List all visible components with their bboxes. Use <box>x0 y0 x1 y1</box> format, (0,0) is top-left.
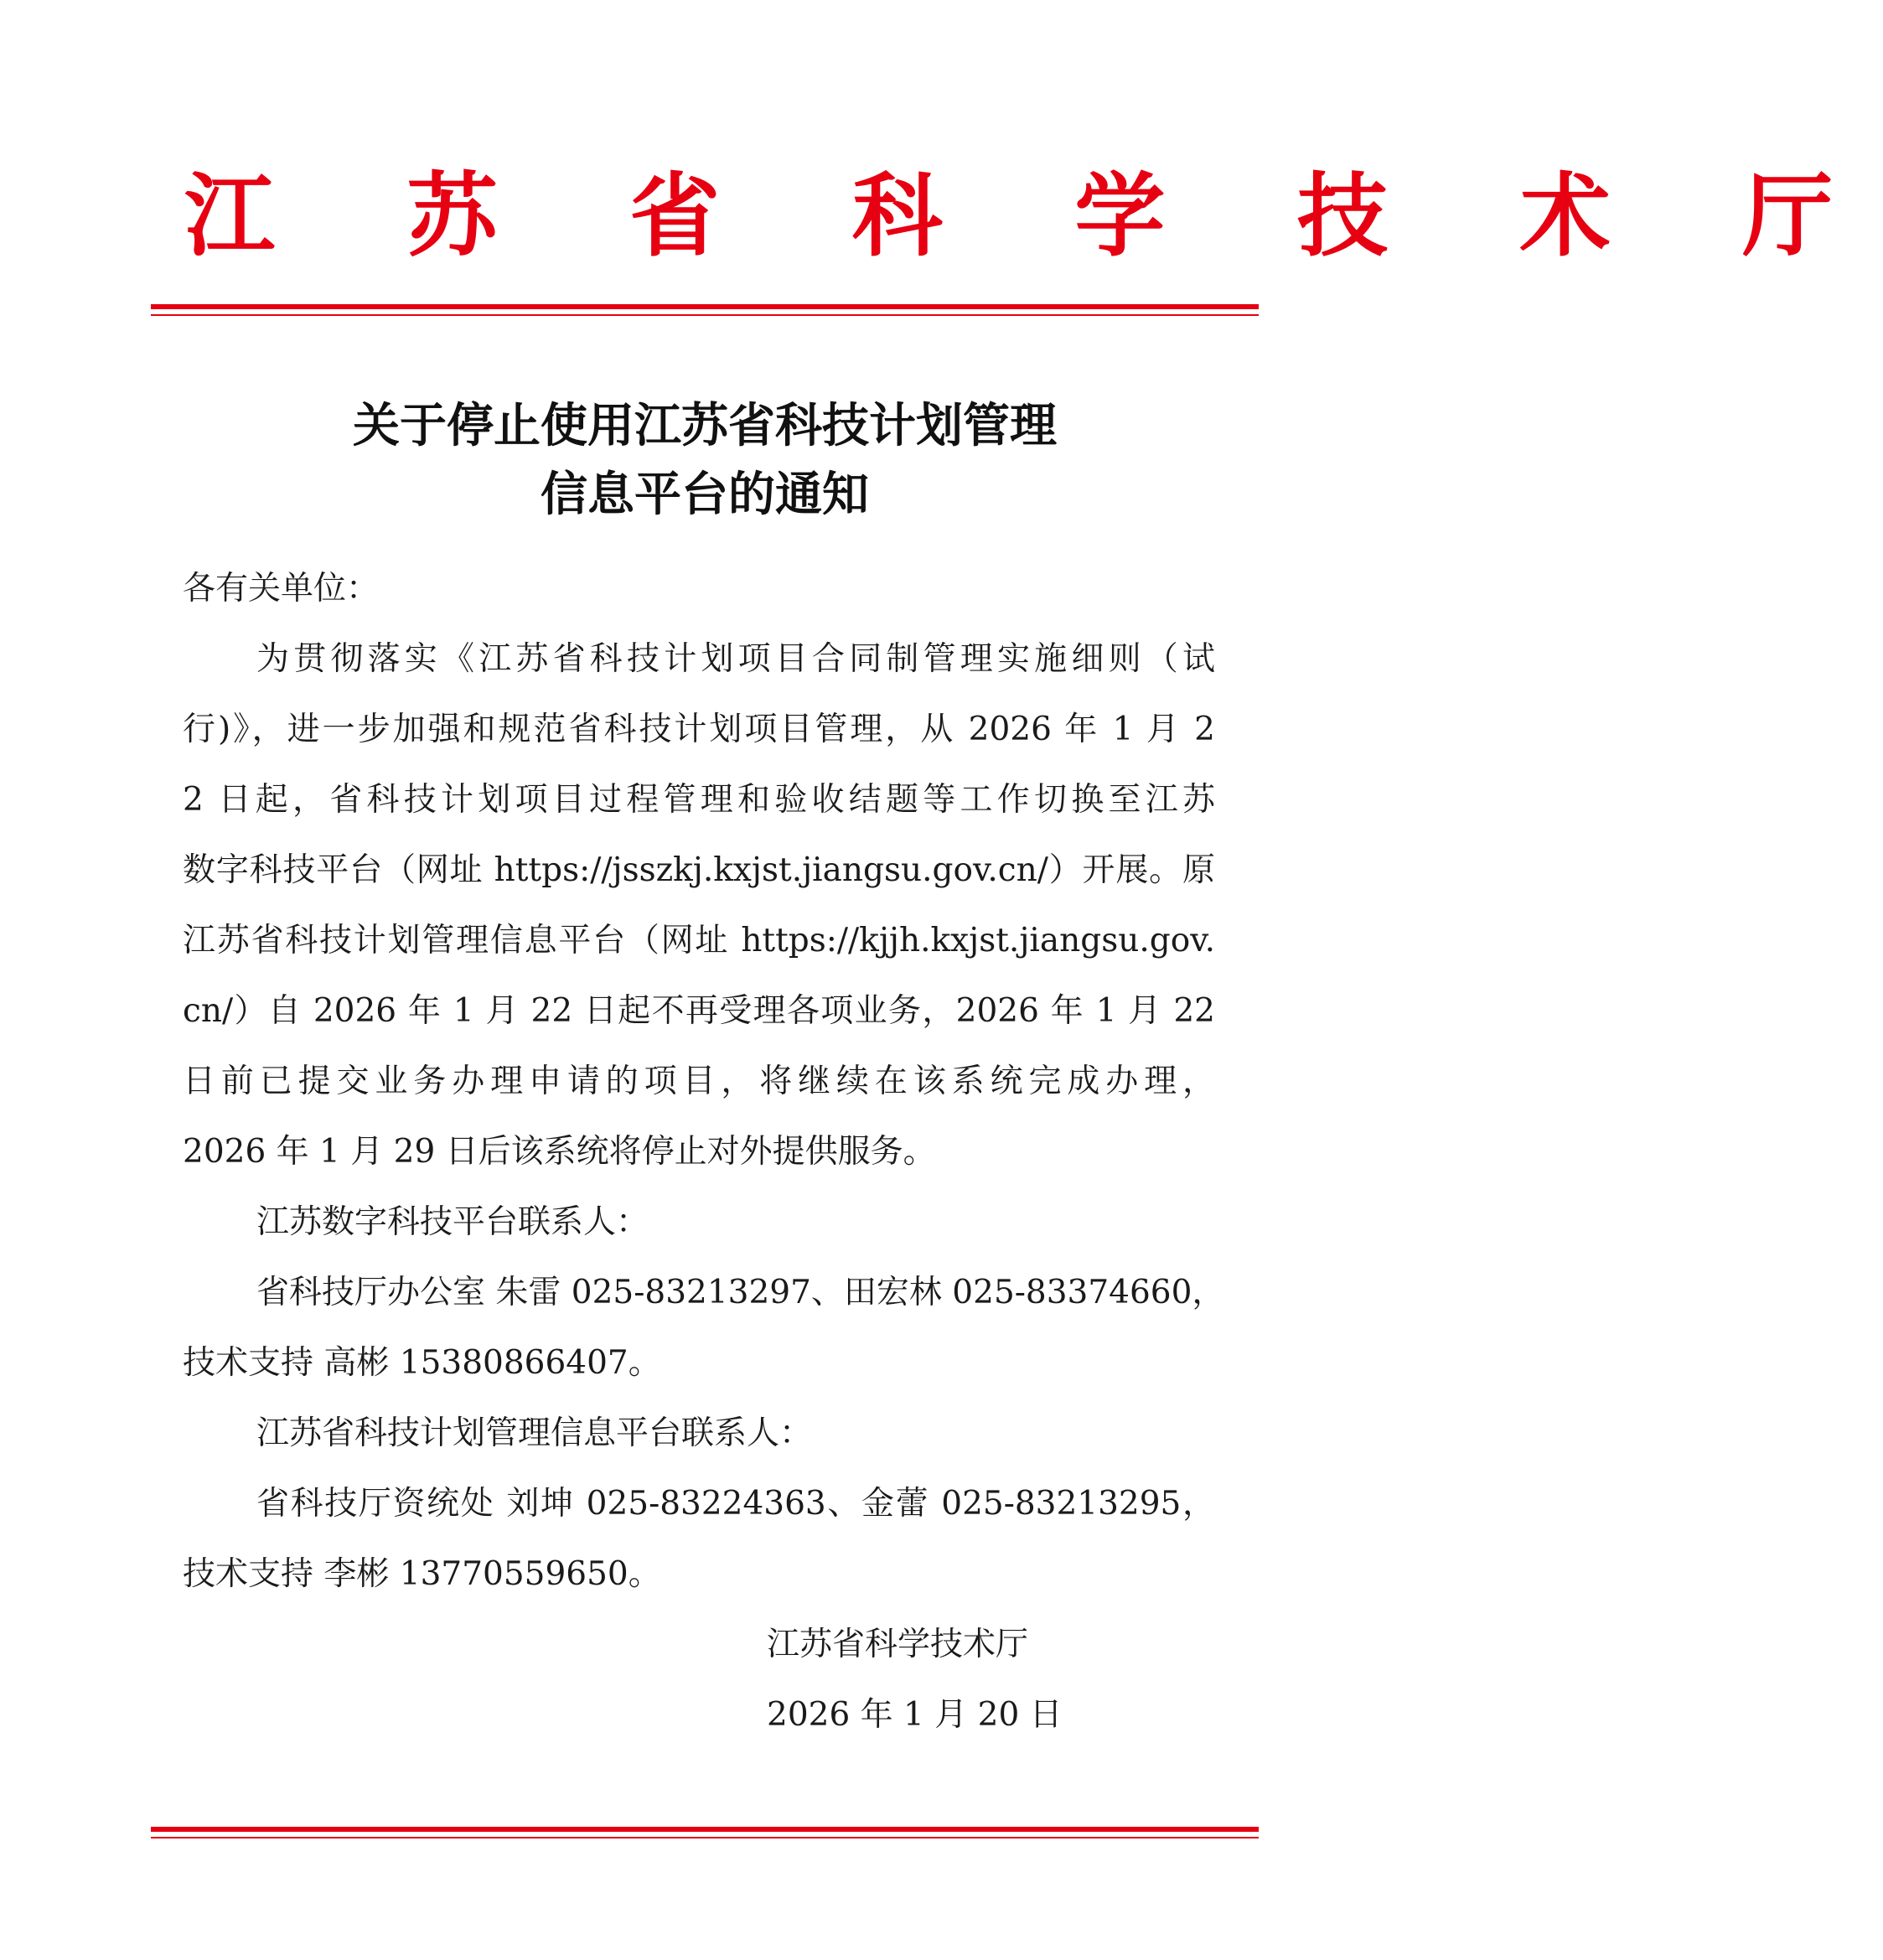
body-line: 2026 年 1 月 29 日后该系统将停止对外提供服务。 <box>183 1133 936 1171</box>
signature-date: 2026 年 1 月 20 日 <box>767 1696 1063 1734</box>
header-rule-thick <box>151 304 1259 309</box>
masthead-org-name: 江 苏 省 科 学 技 术 厅 <box>184 164 1883 269</box>
document-title-line-1: 关于停止使用江苏省科技计划管理 <box>353 398 1057 453</box>
document-title-line-2: 信息平台的通知 <box>541 467 869 522</box>
contact-heading-plan-platform: 江苏省科技计划管理信息平台联系人： <box>256 1414 813 1452</box>
contact-heading-digital-platform: 江苏数字科技平台联系人： <box>256 1203 649 1241</box>
header-rule-thin <box>151 314 1259 316</box>
body-line: 为贯彻落实《江苏省科技计划项目合同制管理实施细则（试 <box>256 640 1215 678</box>
body-line: cn/）自 2026 年 1 月 22 日起不再受理各项业务，2026 年 1 月 22 <box>183 992 1215 1030</box>
body-line: 行)》，进一步加强和规范省科技计划项目管理，从 2026 年 1 月 2 <box>183 711 1215 748</box>
body-line: 江苏省科技计划管理信息平台（网址 https://kjjh.kxjst.jiangsu.gov. <box>183 922 1215 959</box>
contact-line: 省科技厅办公室 朱雷 025-83213297、田宏林 025-83374660， <box>256 1274 1225 1311</box>
contact-line: 技术支持 高彬 15380866407。 <box>183 1344 661 1382</box>
body-line: 日前已提交业务办理申请的项目，将继续在该系统完成办理， <box>183 1063 1215 1100</box>
contact-line: 技术支持 李彬 13770559650。 <box>183 1555 661 1593</box>
footer-rule-thick <box>151 1827 1259 1832</box>
salutation: 各有关单位： <box>183 570 380 608</box>
body-line: 数字科技平台（网址 https://jsszkj.kxjst.jiangsu.gov.cn/）开展。原 <box>183 851 1215 889</box>
contact-line: 省科技厅资统处 刘坤 025-83224363、金蕾 025-83213295， <box>256 1485 1215 1523</box>
footer-rule-thin <box>151 1837 1259 1838</box>
body-line: 2 日起，省科技计划项目过程管理和验收结题等工作切换至江苏 <box>183 781 1215 819</box>
signature-org: 江苏省科学技术厅 <box>767 1626 1029 1663</box>
